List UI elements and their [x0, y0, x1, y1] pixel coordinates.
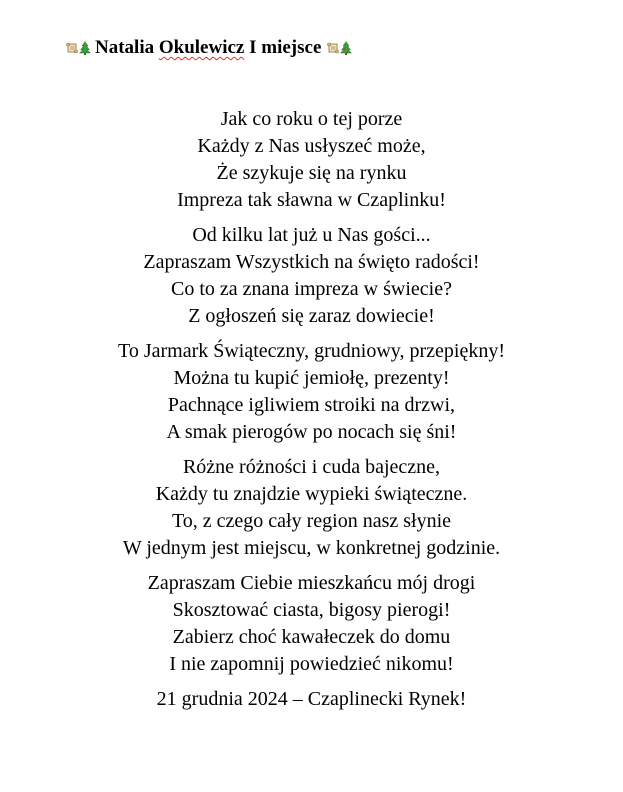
poem-line: Impreza tak sławna w Czaplinku!: [177, 189, 446, 211]
poem-line: Zapraszam Ciebie mieszkańcu mój drogi: [147, 572, 476, 594]
page-title: [95, 37, 321, 59]
poem-line: Można tu kupić jemiołę, prezenty!: [173, 367, 450, 389]
title-icons-left: [66, 41, 91, 55]
poem-line: W jednym jest miejscu, w konkretnej godzinie.: [122, 537, 501, 559]
poem-line: Od kilku lat już u Nas gości...: [192, 224, 431, 246]
poem-line: Zapraszam Wszystkich na święto radości!: [143, 251, 480, 273]
poem-line: To, z czego cały region nasz słynie: [171, 510, 452, 532]
poem-line: Różne różności i cuda bajeczne,: [182, 456, 441, 478]
poem-line: Co to za znana impreza w świecie?: [171, 278, 452, 300]
christmas-tree-icon: [340, 41, 352, 55]
poem: [0, 106, 623, 713]
poem-line: Każdy z Nas usłyszeć może,: [197, 135, 426, 157]
title-suffix: I miejsce: [249, 37, 322, 58]
closing-line: 21 grudnia 2024 – Czaplinecki Rynek!: [156, 688, 467, 710]
title-row: [66, 34, 352, 62]
stanza-5: [0, 570, 623, 678]
title-first-name: Natalia: [95, 37, 155, 58]
poem-line: I nie zapomnij powiedzieć nikomu!: [169, 653, 454, 675]
title-icons-right: [327, 41, 352, 55]
stanza-4: [0, 454, 623, 562]
stanza-1: [0, 106, 623, 214]
poem-line: To Jarmark Świąteczny, grudniowy, przepiękny!: [118, 340, 505, 362]
poem-line: Jak co roku o tej porze: [220, 108, 403, 130]
christmas-tree-icon: [79, 41, 91, 55]
poem-line: Skosztować ciasta, bigosy pierogi!: [172, 599, 451, 621]
poem-line: Z ogłoszeń się zaraz dowiecie!: [188, 305, 435, 327]
stanza-2: [0, 222, 623, 330]
poem-line: Każdy tu znajdzie wypieki świąteczne.: [155, 483, 468, 505]
scroll-icon: [66, 42, 78, 54]
stanza-3: [0, 338, 623, 446]
poem-line: A smak pierogów po nocach się śni!: [166, 421, 457, 443]
poem-line: Pachnące igliwiem stroiki na drzwi,: [167, 394, 456, 416]
poem-line: Że szykuje się na rynku: [216, 162, 407, 184]
poem-line: Zabierz choć kawałeczek do domu: [172, 626, 451, 648]
title-last-name: Okulewicz: [158, 37, 245, 58]
scroll-icon: [327, 42, 339, 54]
